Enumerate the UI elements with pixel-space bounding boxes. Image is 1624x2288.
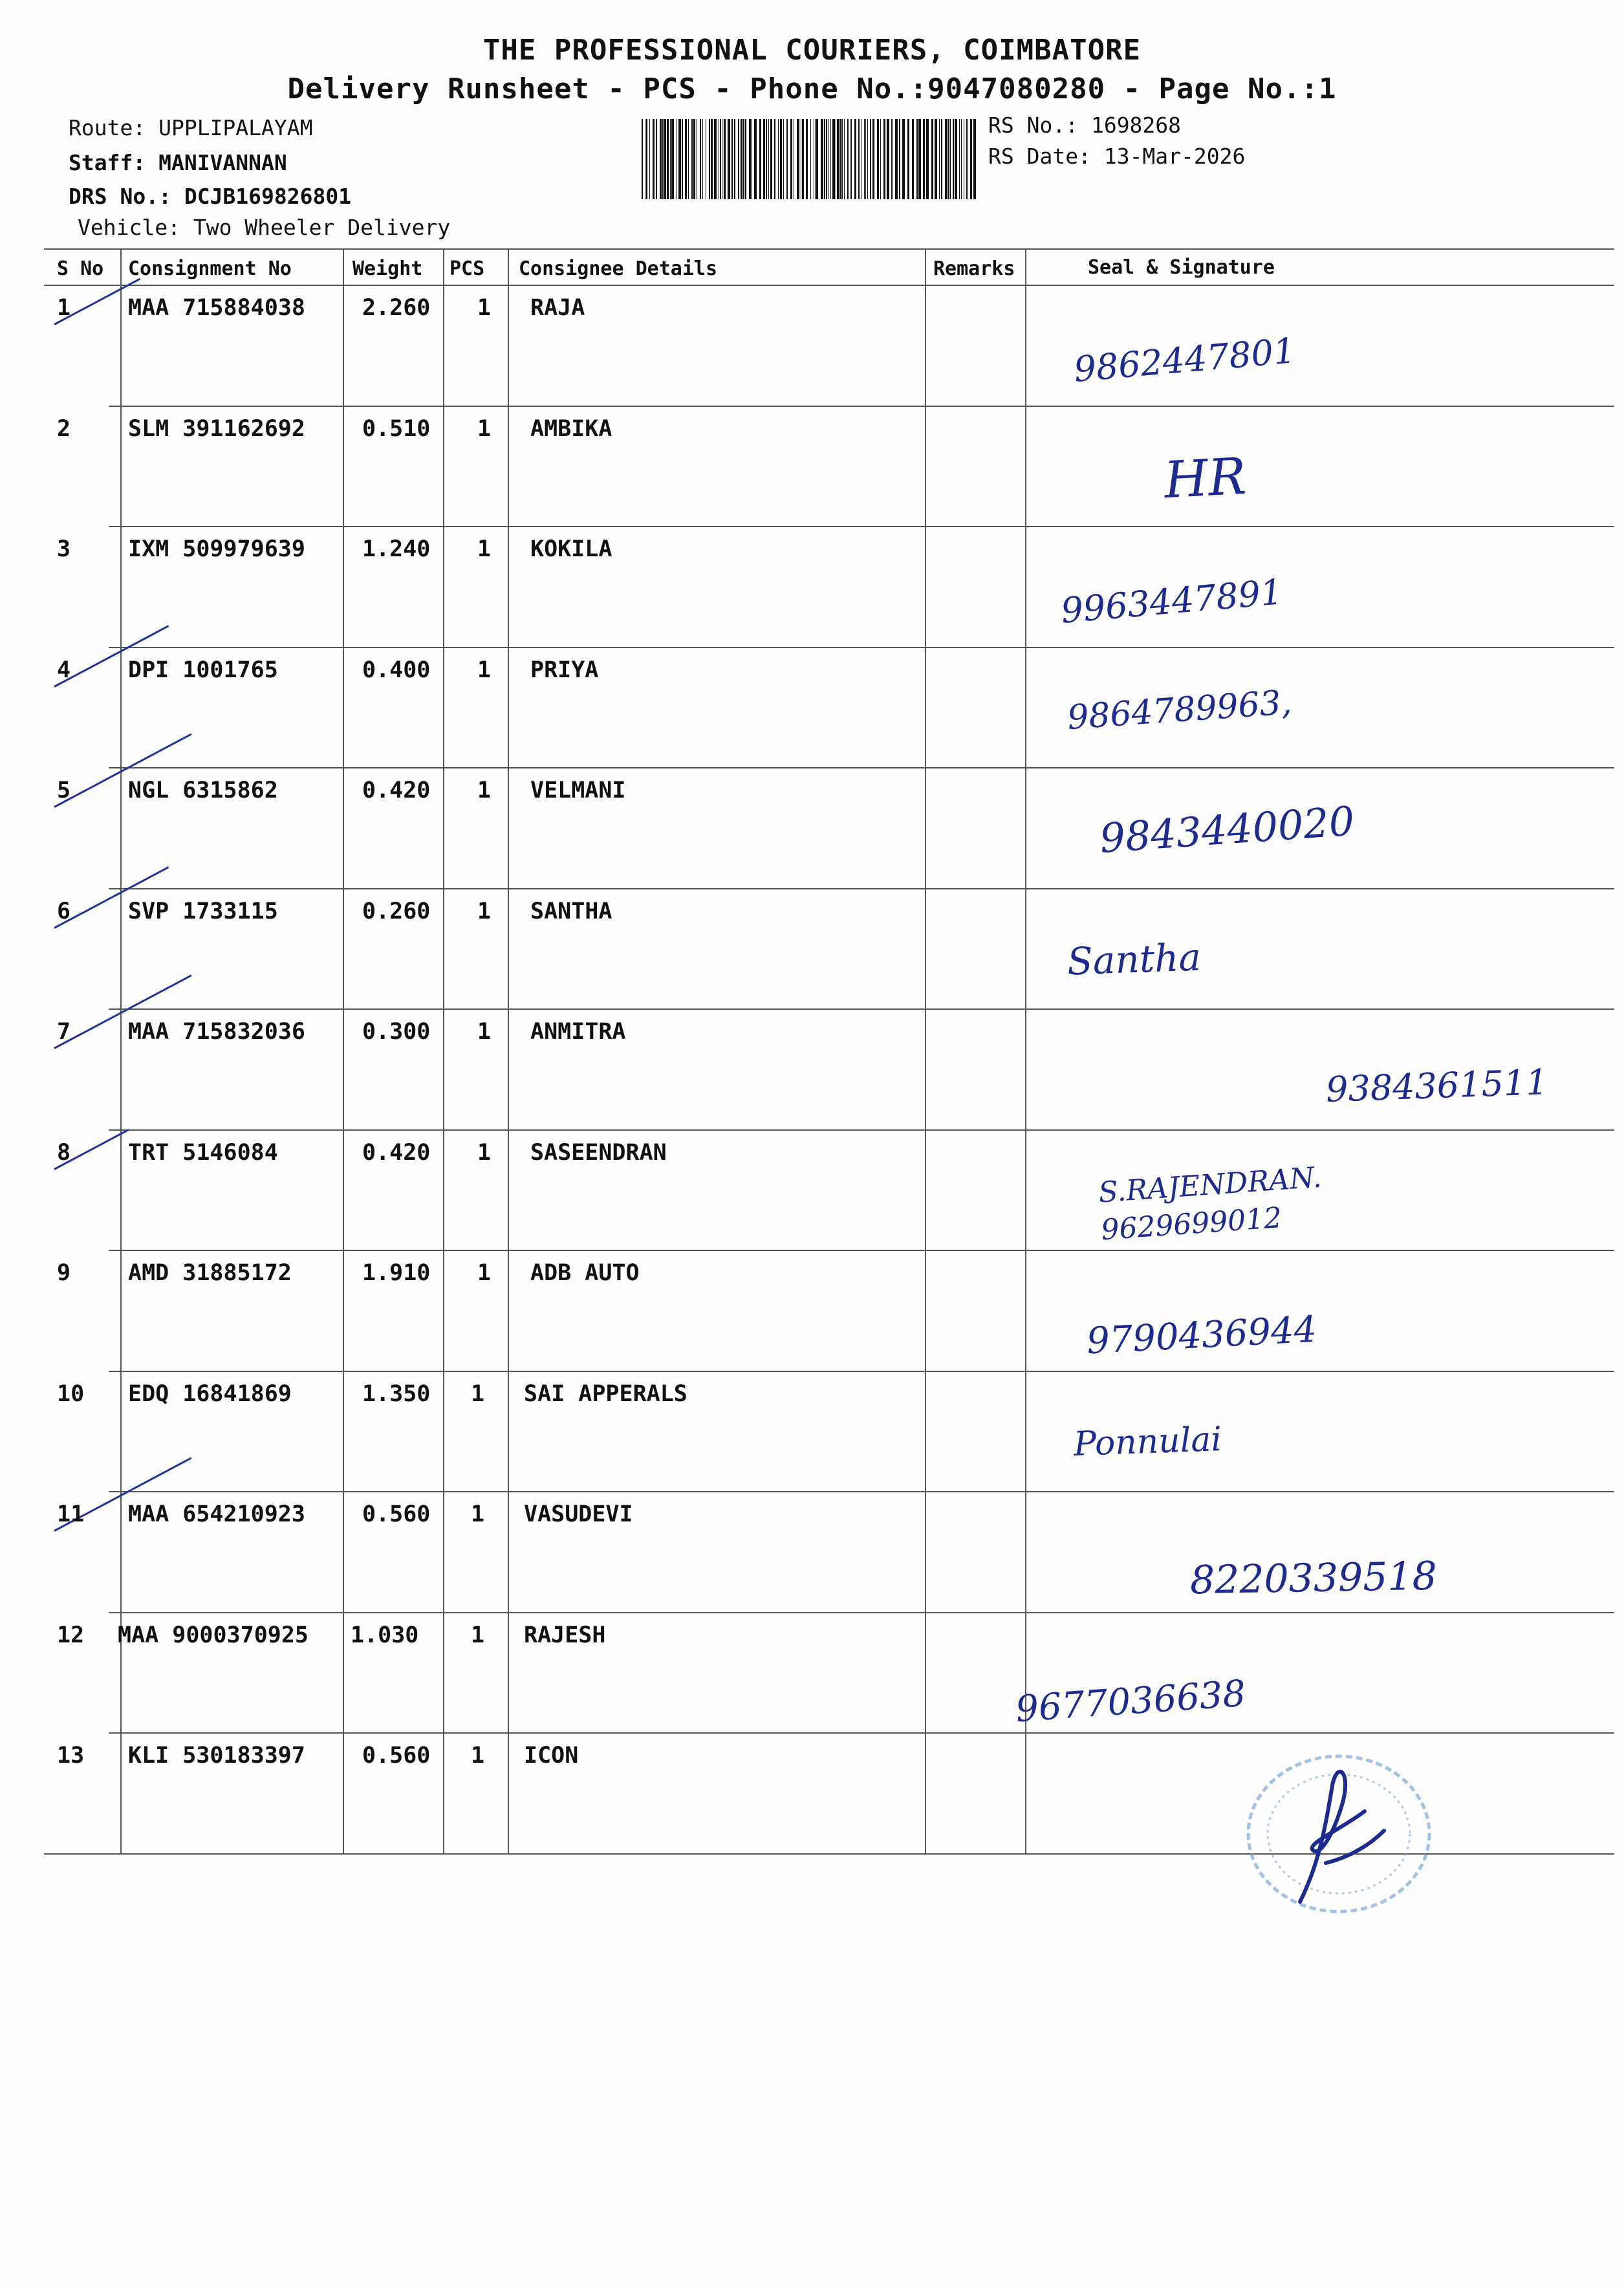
row-signature: HR [1162,447,1248,510]
rs-no-line [988,113,1181,138]
row-pcs: 1 [477,1260,492,1286]
drs-value: DCJB169826801 [184,184,352,209]
drs-line [69,184,351,209]
col-consignee: Consignee Details [519,257,718,280]
row-consignee: AMBIKA [530,415,612,442]
row-sno: 12 [57,1622,85,1648]
col-remarks: Remarks [933,257,1015,280]
col-signature: Seal & Signature [1088,256,1275,279]
staff-line [69,150,287,175]
row-consignee: VELMANI [530,778,626,803]
col-weight: Weight [352,257,423,280]
row-pcs: 1 [471,1380,485,1407]
row-weight: 0.420 [362,1139,431,1166]
row-consignment-no: AMD 31885172 [128,1260,292,1286]
runsheet-subtitle: Delivery Runsheet - PCS - Phone No.:9047080280 - Page No.:1 [287,72,1337,105]
row-pcs: 1 [477,657,492,683]
row-sno: 9 [57,1260,71,1286]
rs-date-label: RS Date: [988,144,1091,169]
vehicle-label: Vehicle: [78,215,180,240]
row-consignment-no: EDQ 16841869 [128,1380,292,1407]
row-weight: 0.300 [362,1019,431,1045]
stamp-icon [1229,1747,1449,1921]
col-pcs: PCS [449,257,485,280]
row-pcs: 1 [477,295,492,321]
row-consignment-no: MAA 715832036 [128,1019,305,1045]
row-pcs: 1 [471,1501,485,1527]
row-consignee: SASEENDRAN [530,1139,667,1166]
row-sno: 6 [57,898,71,924]
barcode-icon [642,119,979,199]
row-weight: 1.350 [362,1380,431,1407]
row-sno: 1 [57,295,71,321]
row-consignee: KOKILA [530,536,612,562]
row-signature: 9790436944 [1085,1308,1318,1363]
row-weight: 0.420 [362,778,431,803]
row-weight: 1.910 [362,1260,431,1286]
row-consignee: ADB AUTO [530,1260,640,1286]
row-consignee: PRIYA [530,657,599,683]
vehicle-value: Two Wheeler Delivery [193,215,451,240]
row-weight: 0.560 [362,1501,431,1527]
row-weight: 0.510 [362,415,431,442]
row-weight: 1.030 [351,1622,419,1648]
route-line [69,115,313,140]
row-consignee: ANMITRA [530,1019,626,1045]
row-sno: 8 [57,1139,71,1166]
row-signature: Ponnulai [1073,1419,1222,1464]
row-sno: 10 [57,1380,85,1407]
row-sno: 11 [57,1501,85,1527]
row-consignment-no: SVP 1733115 [128,898,278,924]
row-signature: 9864789963, [1066,682,1294,737]
row-consignment-no: IXM 509979639 [128,536,305,562]
row-consignment-no: MAA 715884038 [128,295,305,321]
rs-date-value: 13-Mar-2026 [1103,144,1246,169]
row-signature: 9963447891 [1059,571,1284,631]
col-sno: S No [57,257,104,280]
staff-label: Staff: [69,150,146,175]
vehicle-line [78,215,450,240]
row-consignee: ICON [524,1743,579,1769]
row-pcs: 1 [477,415,492,442]
route-value: UPPLIPALAYAM [158,115,313,140]
row-consignment-no: DPI 1001765 [128,657,278,683]
row-consignee: RAJA [530,295,585,321]
row-consignee: RAJESH [524,1622,606,1648]
row-sno: 3 [57,536,71,562]
row-consignment-no: NGL 6315862 [128,778,278,803]
row-weight: 0.400 [362,657,431,683]
row-consignee: SAI APPERALS [524,1380,687,1407]
row-pcs: 1 [471,1743,485,1769]
row-consignment-no: SLM 391162692 [128,415,305,442]
row-signature: 9677036638 [1014,1672,1248,1730]
row-pcs: 1 [471,1622,485,1648]
row-signature: 9384361511 [1325,1062,1549,1110]
row-sno: 7 [57,1019,71,1045]
row-consignment-no: MAA 654210923 [128,1501,305,1527]
row-signature: Santha [1066,934,1202,984]
rs-no-label: RS No.: [988,113,1079,138]
row-signature: 8220339518 [1189,1553,1438,1604]
rs-date-line [988,144,1245,169]
row-signature: 9843440020 [1098,797,1356,862]
drs-label: DRS No.: [69,184,171,209]
row-weight: 0.260 [362,898,431,924]
row-weight: 2.260 [362,295,431,321]
row-signature: 9862447801 [1072,330,1297,390]
row-pcs: 1 [477,1139,492,1166]
row-consignment-no: KLI 530183397 [128,1743,305,1769]
company-title: THE PROFESSIONAL COURIERS, COIMBATORE [482,34,1142,67]
row-consignment-no: TRT 5146084 [128,1139,278,1166]
row-weight: 1.240 [362,536,431,562]
row-weight: 0.560 [362,1743,431,1769]
row-consignee: SANTHA [530,898,612,924]
row-pcs: 1 [477,1019,492,1045]
col-consignment: Consignment No [128,257,292,280]
row-sno: 4 [57,657,71,683]
row-sno: 2 [57,415,71,442]
staff-value: MANIVANNAN [158,150,287,175]
route-label: Route: [69,115,146,140]
row-sno: 5 [57,778,71,803]
row-pcs: 1 [477,898,492,924]
row-consignment-no: MAA 9000370925 [118,1622,309,1648]
row-sno: 13 [57,1743,85,1769]
rs-no-value: 1698268 [1090,113,1182,138]
row-pcs: 1 [477,536,492,562]
row-pcs: 1 [477,778,492,803]
row-consignee: VASUDEVI [524,1501,633,1527]
row-signature: S.RAJENDRAN. 9629699012 [1097,1160,1323,1247]
